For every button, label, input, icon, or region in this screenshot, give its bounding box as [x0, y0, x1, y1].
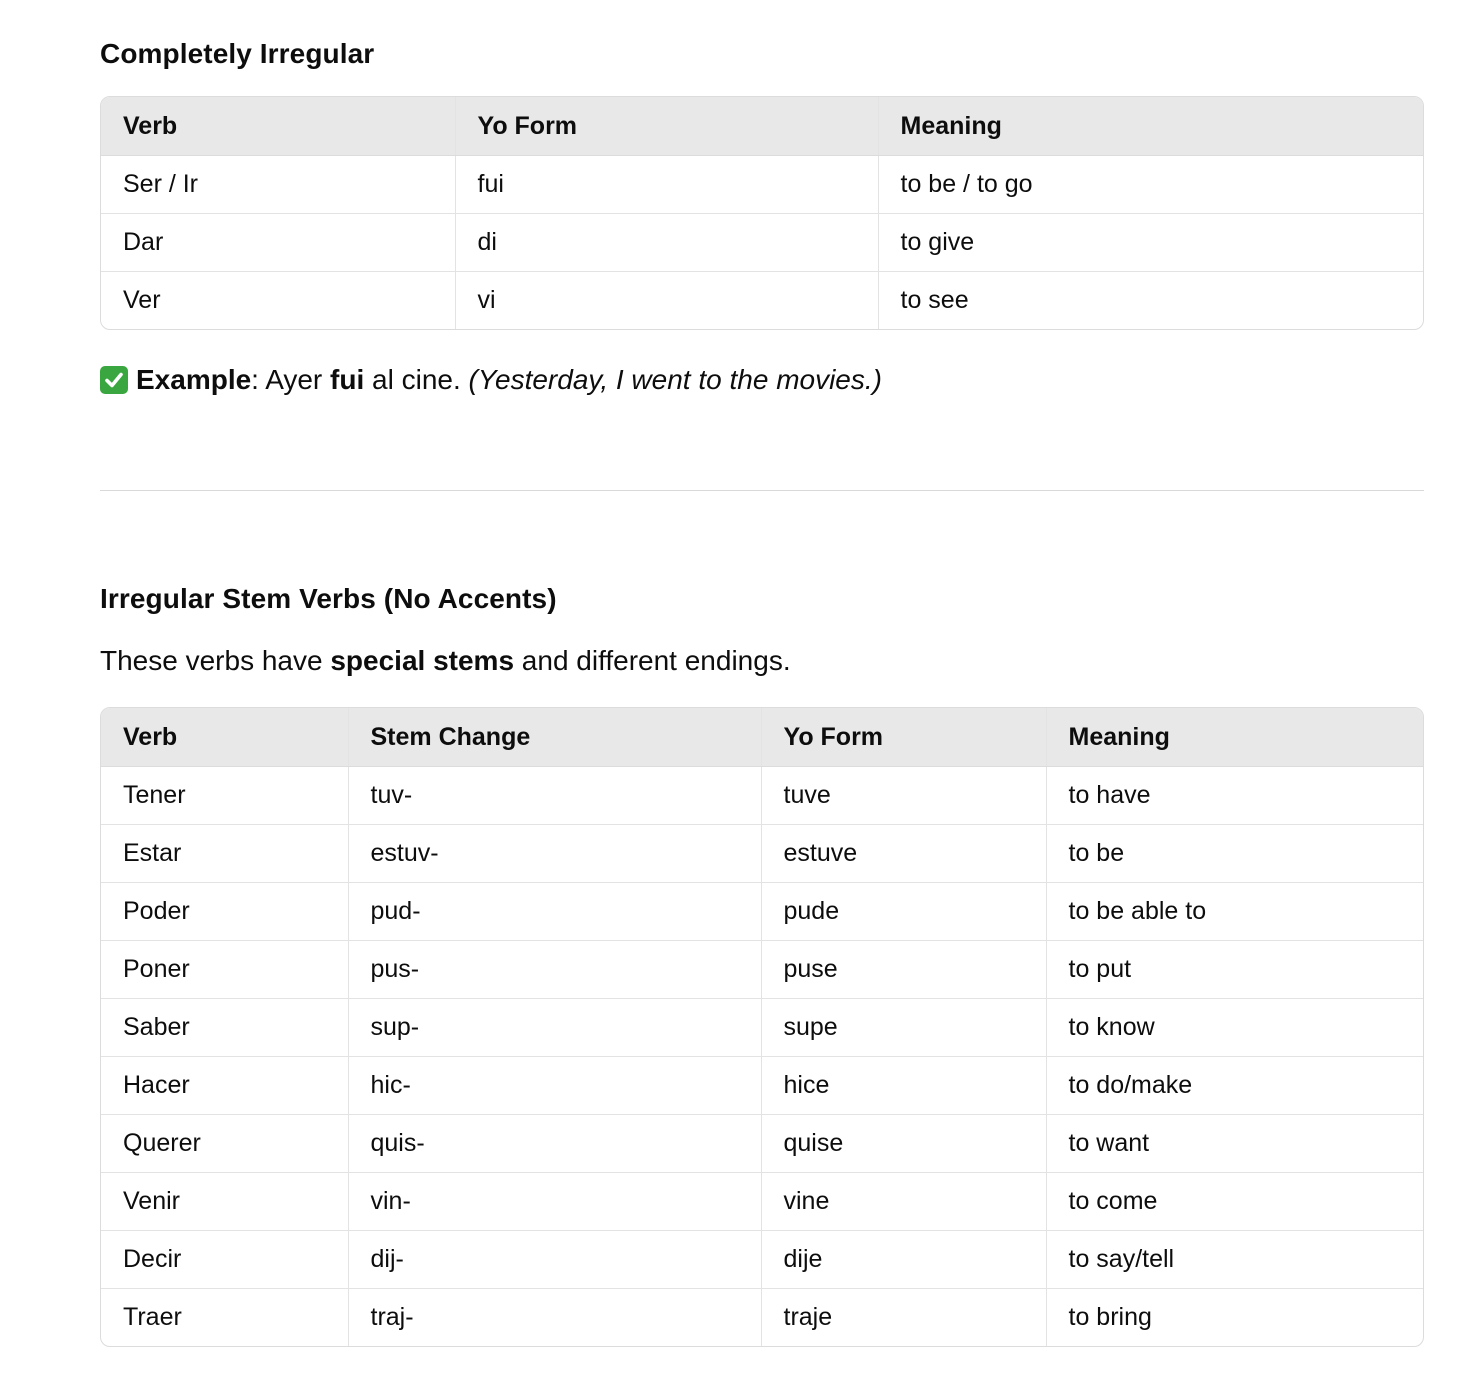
table-cell: vi — [455, 272, 878, 330]
table-cell: Ver — [101, 272, 455, 330]
table-cell: tuve — [761, 767, 1046, 825]
example-text-pre: Ayer — [258, 364, 331, 395]
section-divider — [100, 490, 1424, 491]
intro-text-pre: These verbs have — [100, 645, 331, 676]
table-cell: sup- — [348, 999, 761, 1057]
table-cell: to put — [1046, 941, 1423, 999]
table-cell: dij- — [348, 1231, 761, 1289]
table-row — [101, 1231, 1423, 1289]
table-cell: dije — [761, 1231, 1046, 1289]
table-row — [101, 214, 1423, 272]
table-cell: to come — [1046, 1173, 1423, 1231]
section-intro — [100, 641, 791, 681]
table-cell: Poder — [101, 883, 348, 941]
table-row — [101, 156, 1423, 214]
table-cell: pus- — [348, 941, 761, 999]
check-mark-button-icon — [100, 366, 128, 394]
column-header: Stem Change — [348, 708, 761, 767]
example-label: Example — [136, 364, 252, 395]
table-cell: Estar — [101, 825, 348, 883]
table-cell: Ser / Ir — [123, 170, 199, 198]
table-row — [101, 272, 1423, 330]
table-cell: Decir — [101, 1231, 348, 1289]
table-cell: hice — [761, 1057, 1046, 1115]
table-row — [101, 825, 1423, 883]
table-row — [101, 941, 1423, 999]
table-cell: tuv- — [348, 767, 761, 825]
table-row — [101, 1057, 1423, 1115]
table-row — [101, 999, 1423, 1057]
column-header: Verb — [101, 97, 455, 156]
table-cell: estuve — [761, 825, 1046, 883]
column-header: Yo Form — [455, 97, 878, 156]
table-row — [101, 1289, 1423, 1347]
table-header-row — [101, 708, 1423, 767]
table-cell: Hacer — [101, 1057, 348, 1115]
table-cell: quise — [761, 1115, 1046, 1173]
table-header-row — [101, 97, 1423, 156]
example-colon: : — [251, 364, 259, 395]
table-cell: to say/tell — [1046, 1231, 1423, 1289]
table-cell: estuv- — [348, 825, 761, 883]
section-heading-irregular-stem-verbs: Irregular Stem Verbs (No Accents) — [100, 583, 557, 614]
table-cell: to have — [1046, 767, 1423, 825]
table-cell: to be — [1046, 825, 1423, 883]
table-cell: quis- — [348, 1115, 761, 1173]
table-row — [101, 1115, 1423, 1173]
table-cell: traj- — [348, 1289, 761, 1347]
table-cell: to see — [878, 272, 1423, 330]
example-translation: (Yesterday, I went to the movies.) — [468, 364, 882, 395]
irregular-stem-verbs-table — [100, 707, 1424, 1347]
table-cell: vin- — [348, 1173, 761, 1231]
example-text-post: al cine. — [364, 364, 469, 395]
column-header: Verb — [101, 708, 348, 767]
table-cell: to bring — [1046, 1289, 1423, 1347]
table-cell: Venir — [101, 1173, 348, 1231]
section-heading-completely-irregular: Completely Irregular — [100, 38, 375, 69]
table-cell: pud- — [348, 883, 761, 941]
table-cell: Dar — [101, 214, 455, 272]
example-sentence — [100, 360, 882, 400]
table-cell: fui — [455, 156, 878, 214]
table-cell: Saber — [101, 999, 348, 1057]
table-cell: Poner — [101, 941, 348, 999]
table-cell: to be / to go — [878, 156, 1423, 214]
intro-text-post: and different endings. — [514, 645, 791, 676]
table-cell: to want — [1046, 1115, 1423, 1173]
table-row — [101, 883, 1423, 941]
table-row — [101, 767, 1423, 825]
column-header: Yo Form — [761, 708, 1046, 767]
column-header: Meaning — [1046, 708, 1423, 767]
table-cell: hic- — [348, 1057, 761, 1115]
table-cell: Querer — [101, 1115, 348, 1173]
table-cell: Tener — [123, 781, 186, 809]
table-cell: vine — [761, 1173, 1046, 1231]
table-cell: supe — [761, 999, 1046, 1057]
table-cell: di — [455, 214, 878, 272]
intro-bold-phrase: special stems — [330, 645, 515, 676]
table-cell: puse — [761, 941, 1046, 999]
table-cell: traje — [761, 1289, 1046, 1347]
column-header: Meaning — [878, 97, 1423, 156]
table-cell: Traer — [101, 1289, 348, 1347]
table-cell: to be able to — [1046, 883, 1423, 941]
example-bold-verb: fui — [330, 364, 365, 395]
completely-irregular-table — [100, 96, 1424, 330]
table-cell: to give — [878, 214, 1423, 272]
table-row — [101, 1173, 1423, 1231]
table-cell: pude — [761, 883, 1046, 941]
table-cell: to know — [1046, 999, 1423, 1057]
table-cell: to do/make — [1046, 1057, 1423, 1115]
